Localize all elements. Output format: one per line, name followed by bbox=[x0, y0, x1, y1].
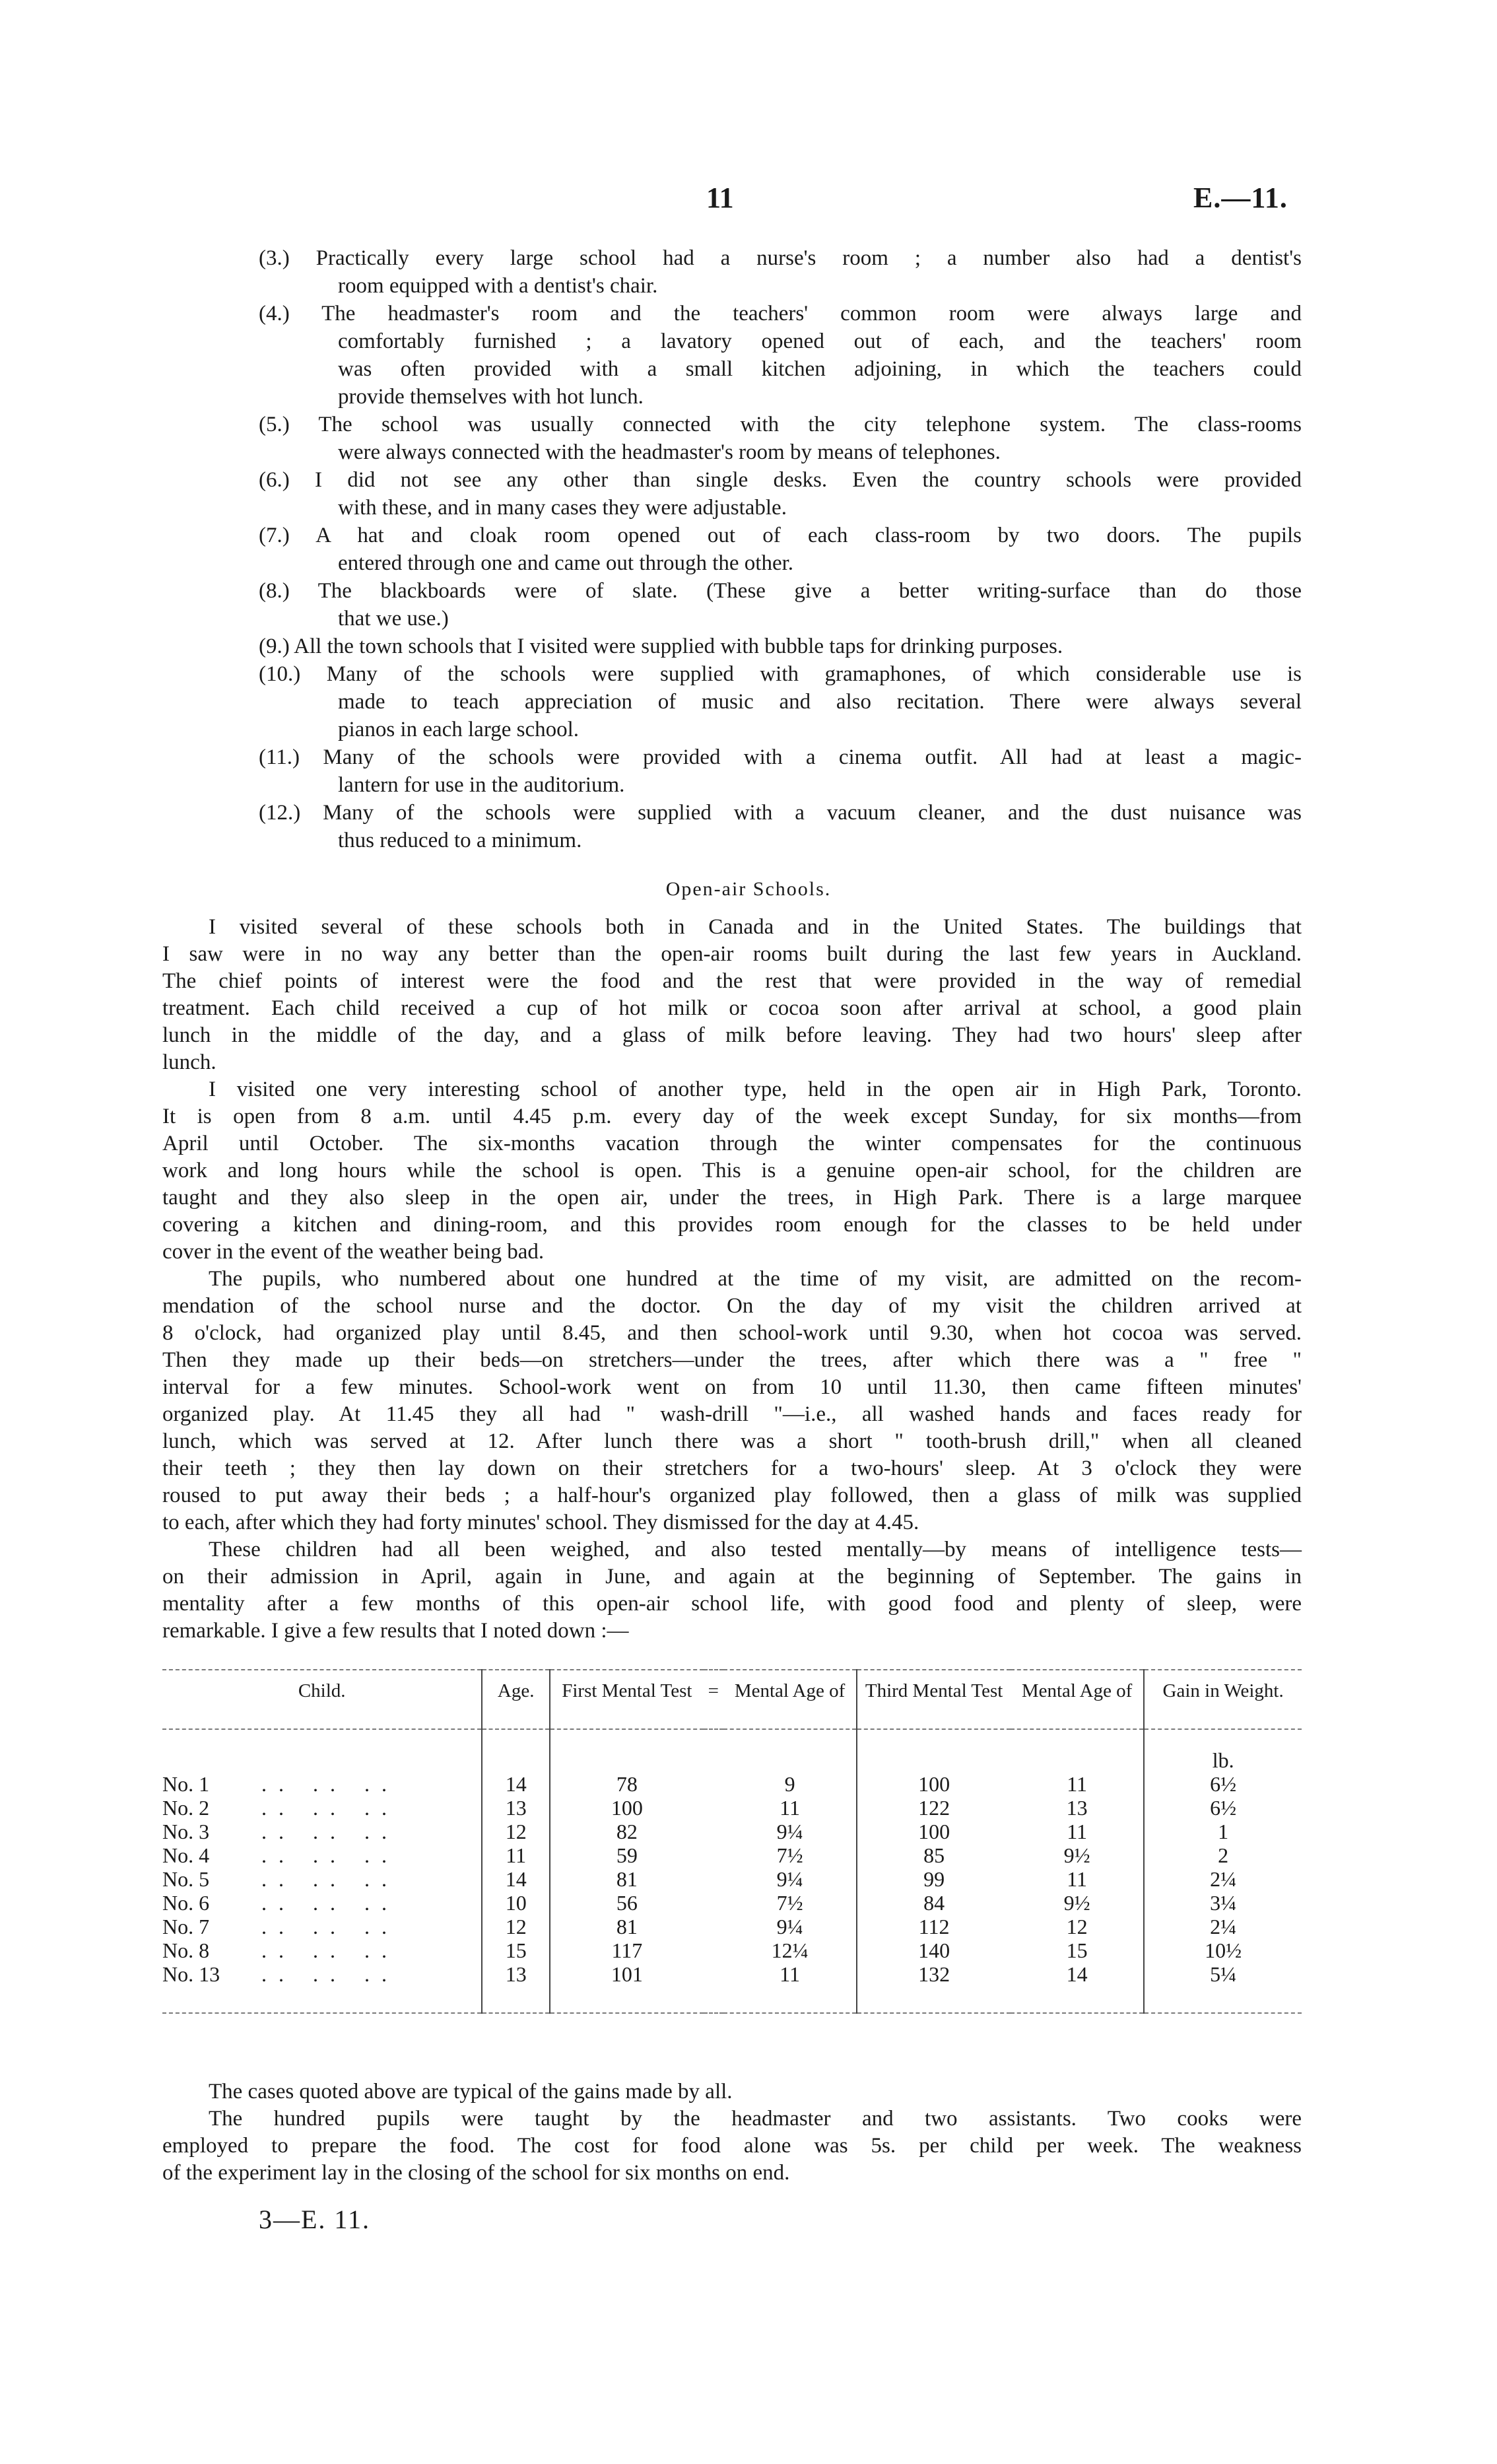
item-continuation-line: that we use.) bbox=[338, 607, 449, 631]
item-first-line bbox=[259, 577, 1302, 605]
third-test-cell: 85 bbox=[857, 1843, 1011, 1867]
leader-dots: .. .. .. bbox=[261, 1867, 399, 1891]
paragraph bbox=[162, 1266, 1302, 1536]
item-first-line bbox=[259, 633, 1302, 660]
third-test-cell: 100 bbox=[857, 1820, 1011, 1843]
paragraph-line: Then they made up their beds—on stretchers—under the trees, after which there was a " free " bbox=[162, 1348, 1302, 1372]
child-cell bbox=[162, 1820, 482, 1843]
item-text: A hat and cloak room opened out of each class-room by two doors. The pupils bbox=[316, 524, 1302, 547]
age-cell: 13 bbox=[482, 1962, 550, 2013]
mental-age-1-cell: 9¼ bbox=[776, 1820, 803, 1843]
item-continuation-line: comfortably furnished ; a lavatory opened out of each, and the teachers' room bbox=[338, 329, 1302, 353]
paragraph-line: I saw were in no way any better than the open-air rooms built during the last few years in Auckland. bbox=[162, 942, 1302, 966]
section-title: Open-air Schools. bbox=[665, 878, 832, 900]
item-text: The headmaster's room and the teachers' common room were always large and bbox=[321, 302, 1302, 325]
paragraph bbox=[162, 1536, 1302, 1645]
eq-cell bbox=[704, 1891, 723, 1915]
mental-age-2-cell: 15 bbox=[1066, 1938, 1088, 1962]
eq-cell bbox=[704, 1820, 723, 1843]
item-continuation-line: were always connected with the headmaster's room by means of telephones. bbox=[338, 440, 1001, 464]
col-age-header: Age. bbox=[482, 1670, 550, 1729]
item-number: (7.) bbox=[259, 524, 290, 547]
item-continuation-line: entered through one and came out through the other. bbox=[338, 551, 794, 575]
child-cell bbox=[162, 1843, 482, 1867]
table-row bbox=[162, 1867, 1302, 1891]
list-item bbox=[259, 300, 1302, 411]
item-first-line bbox=[259, 466, 1302, 494]
item-first-line bbox=[259, 743, 1302, 771]
closing-line: of the experiment lay in the closing of the school for six months on end. bbox=[162, 2161, 790, 2185]
child-cell bbox=[162, 1962, 482, 2013]
child-label: No. 1 bbox=[162, 1772, 210, 1796]
child-cell bbox=[162, 1891, 482, 1915]
col-mental-age-1-header: Mental Age of bbox=[734, 1680, 846, 1701]
list-item bbox=[259, 522, 1302, 577]
item-number: (6.) bbox=[259, 468, 290, 492]
age-cell: 10 bbox=[482, 1891, 550, 1915]
closing-paragraph bbox=[162, 2105, 1302, 2187]
paragraph-line: mentality after a few months of this open-air school life, with good food and plenty of sleep, were bbox=[162, 1592, 1302, 1616]
results-table-wrap bbox=[162, 1669, 1302, 2014]
results-table bbox=[162, 1669, 1302, 2014]
item-number: (5.) bbox=[259, 413, 290, 436]
list-item bbox=[259, 799, 1302, 854]
table-header-row bbox=[162, 1670, 1302, 1729]
item-first-line bbox=[259, 244, 1302, 272]
first-test-cell: 100 bbox=[550, 1796, 704, 1820]
age-cell: 11 bbox=[482, 1843, 550, 1867]
first-test-cell: 78 bbox=[550, 1772, 704, 1796]
child-label: No. 13 bbox=[162, 1962, 220, 1986]
mental-age-2-cell: 13 bbox=[1066, 1796, 1088, 1820]
item-number: (8.) bbox=[259, 579, 290, 603]
item-text: I did not see any other than single desks. Even the country schools were provided bbox=[315, 468, 1302, 492]
item-number: (3.) bbox=[259, 246, 290, 270]
mental-age-2-cell: 14 bbox=[1066, 1962, 1088, 1986]
item-text: The school was usually connected with the city telephone system. The class-rooms bbox=[318, 413, 1302, 436]
age-cell: 13 bbox=[482, 1796, 550, 1820]
leader-dots: .. .. .. bbox=[261, 1772, 399, 1796]
mental-age-2-cell: 9½ bbox=[1063, 1843, 1090, 1867]
child-label: No. 5 bbox=[162, 1867, 210, 1891]
item-continuation-line: room equipped with a dentist's chair. bbox=[338, 274, 658, 298]
gain-cell: 1 bbox=[1144, 1820, 1302, 1843]
paragraph-line: lunch, which was served at 12. After lunch there was a short " tooth-brush drill," when all cleaned bbox=[162, 1429, 1302, 1453]
item-continuation-line: provide themselves with hot lunch. bbox=[338, 385, 644, 409]
paragraph-line: lunch. bbox=[162, 1050, 216, 1074]
list-item bbox=[259, 633, 1302, 660]
item-continuation-line: was often provided with a small kitchen adjoining, in which the teachers could bbox=[338, 357, 1302, 381]
item-first-line bbox=[259, 799, 1302, 827]
gain-cell: 6½ bbox=[1144, 1796, 1302, 1820]
list-item bbox=[259, 743, 1302, 799]
child-label: No. 2 bbox=[162, 1796, 210, 1820]
age-cell: 12 bbox=[482, 1820, 550, 1843]
closing-paragraph bbox=[162, 2078, 1302, 2105]
child-label: No. 7 bbox=[162, 1915, 210, 1938]
mental-age-2-cell: 9½ bbox=[1063, 1891, 1090, 1915]
col-first-test-header: First Mental Test bbox=[550, 1670, 704, 1729]
table-row bbox=[162, 1820, 1302, 1843]
list-item bbox=[259, 577, 1302, 633]
paragraph-line: roused to put away their beds ; a half-hour's organized play followed, then a glass of milk was supplied bbox=[162, 1484, 1302, 1507]
child-cell bbox=[162, 1915, 482, 1938]
closing-line: The hundred pupils were taught by the headmaster and two assistants. Two cooks were bbox=[209, 2107, 1302, 2131]
child-cell bbox=[162, 1938, 482, 1962]
table-row bbox=[162, 1843, 1302, 1867]
item-number: (9.) bbox=[259, 634, 290, 658]
table-row bbox=[162, 1796, 1302, 1820]
mental-age-2-cell: 11 bbox=[1067, 1772, 1087, 1796]
item-continuation-line: lantern for use in the auditorium. bbox=[338, 773, 625, 797]
age-cell: 15 bbox=[482, 1938, 550, 1962]
item-continuation-line: thus reduced to a minimum. bbox=[338, 829, 582, 852]
third-test-cell: 99 bbox=[857, 1867, 1011, 1891]
mental-age-1-cell: 11 bbox=[780, 1962, 800, 1986]
document-code: E.—11. bbox=[1193, 182, 1288, 214]
list-item bbox=[259, 466, 1302, 522]
mental-age-1-cell: 7½ bbox=[776, 1891, 803, 1915]
paragraph-line: taught and they also sleep in the open air, under the trees, in High Park. There is a large marquee bbox=[162, 1186, 1302, 1210]
mental-age-1-cell: 11 bbox=[780, 1796, 800, 1820]
child-label: No. 3 bbox=[162, 1820, 210, 1843]
col-third-test-header: Third Mental Test bbox=[857, 1670, 1011, 1729]
eq-cell bbox=[704, 1772, 723, 1796]
paragraph-line: remarkable. I give a few results that I noted down :— bbox=[162, 1619, 629, 1643]
item-number: (11.) bbox=[259, 745, 300, 769]
paragraph-line: It is open from 8 a.m. until 4.45 p.m. every day of the week except Sunday, for six months—from bbox=[162, 1105, 1302, 1128]
paragraph-line: cover in the event of the weather being bad. bbox=[162, 1240, 545, 1264]
first-test-cell: 117 bbox=[550, 1938, 704, 1962]
first-test-cell: 82 bbox=[550, 1820, 704, 1843]
paragraph-line: treatment. Each child received a cup of hot milk or cocoa soon after arrival at school, a good plain bbox=[162, 996, 1302, 1020]
paragraph-line: on their admission in April, again in June, and again at the beginning of September. The gains in bbox=[162, 1565, 1302, 1589]
child-label: No. 4 bbox=[162, 1843, 210, 1867]
leader-dots: .. .. .. bbox=[261, 1938, 399, 1962]
mental-age-1-cell: 9¼ bbox=[776, 1867, 803, 1891]
paragraph bbox=[162, 1076, 1302, 1266]
table-row bbox=[162, 1962, 1302, 2013]
eq-cell bbox=[704, 1938, 723, 1962]
table-row bbox=[162, 1891, 1302, 1915]
paragraph-line: I visited several of these schools both in Canada and in the United States. The buildings that bbox=[209, 915, 1302, 939]
numbered-list bbox=[259, 244, 1302, 854]
item-continuation-line: made to teach appreciation of music and also recitation. There were always several bbox=[338, 690, 1302, 714]
mental-age-1-cell: 9 bbox=[784, 1772, 795, 1796]
page-number: 11 bbox=[706, 182, 734, 214]
list-item bbox=[259, 244, 1302, 300]
gain-cell: 10½ bbox=[1144, 1938, 1302, 1962]
first-test-cell: 59 bbox=[550, 1843, 704, 1867]
eq-cell bbox=[704, 1867, 723, 1891]
paragraph-line: their teeth ; they then lay down on their stretchers for a two-hours' sleep. At 3 o'clock they were bbox=[162, 1456, 1302, 1480]
age-cell: 14 bbox=[482, 1867, 550, 1891]
child-cell bbox=[162, 1796, 482, 1820]
paragraph bbox=[162, 914, 1302, 1076]
mental-age-2-cell: 12 bbox=[1066, 1915, 1088, 1938]
mental-age-2-cell: 11 bbox=[1067, 1820, 1087, 1843]
item-text: All the town schools that I visited were supplied with bubble taps for drinking purposes. bbox=[294, 634, 1063, 658]
paragraph-line: The pupils, who numbered about one hundred at the time of my visit, are admitted on the recom- bbox=[209, 1267, 1302, 1291]
child-cell bbox=[162, 1772, 482, 1796]
item-text: Many of the schools were supplied with a vacuum cleaner, and the dust nuisance was bbox=[323, 801, 1302, 825]
gain-cell: 2 bbox=[1144, 1843, 1302, 1867]
item-number: (10.) bbox=[259, 662, 301, 686]
col-gain-header: Gain in Weight. bbox=[1144, 1670, 1302, 1729]
item-number: (12.) bbox=[259, 801, 301, 825]
unit-row bbox=[162, 1729, 1302, 1772]
body-text bbox=[162, 914, 1302, 1645]
page-header bbox=[0, 181, 1497, 221]
third-test-cell: 122 bbox=[857, 1796, 1011, 1820]
paragraph-line: lunch in the middle of the day, and a glass of milk before leaving. They had two hours' sleep after bbox=[162, 1023, 1302, 1047]
item-text: The blackboards were of slate. (These give a better writing-surface than do those bbox=[317, 579, 1302, 603]
paragraph-line: April until October. The six-months vacation through the winter compensates for the continuous bbox=[162, 1132, 1302, 1155]
paragraph-line: organized play. At 11.45 they all had " wash-drill "—i.e., all washed hands and faces ready for bbox=[162, 1402, 1302, 1426]
item-continuation-line: pianos in each large school. bbox=[338, 718, 580, 741]
age-cell: 14 bbox=[482, 1772, 550, 1796]
first-test-cell: 81 bbox=[550, 1915, 704, 1938]
age-cell: 12 bbox=[482, 1915, 550, 1938]
paragraph-line: interval for a few minutes. School-work went on from 10 until 11.30, then came fifteen minutes' bbox=[162, 1375, 1302, 1399]
table-row bbox=[162, 1915, 1302, 1938]
eq-cell bbox=[704, 1843, 723, 1867]
footer-code: 3—E. 11. bbox=[259, 2205, 370, 2234]
third-test-cell: 100 bbox=[857, 1772, 1011, 1796]
third-test-cell: 84 bbox=[857, 1891, 1011, 1915]
leader-dots: .. .. .. bbox=[261, 1820, 399, 1843]
leader-dots: .. .. .. bbox=[261, 1843, 399, 1867]
eq-cell bbox=[704, 1796, 723, 1820]
gain-cell: 5¼ bbox=[1144, 1962, 1302, 2013]
col-mental-age-2-header: Mental Age of bbox=[1021, 1680, 1133, 1701]
third-test-cell: 132 bbox=[857, 1962, 1011, 2013]
paragraph-line: work and long hours while the school is open. This is a genuine open-air school, for the children are bbox=[162, 1159, 1302, 1182]
closing-line: employed to prepare the food. The cost for food alone was 5s. per child per week. The weakness bbox=[162, 2134, 1302, 2158]
paragraph-line: These children had all been weighed, and also tested mentally—by means of intelligence tests— bbox=[209, 1538, 1302, 1561]
list-item bbox=[259, 411, 1302, 466]
eq-cell bbox=[704, 1915, 723, 1938]
col-child-header: Child. bbox=[298, 1680, 346, 1701]
unit-label: lb. bbox=[1144, 1729, 1302, 1772]
paragraph-line: covering a kitchen and dining-room, and this provides room enough for the classes to be held under bbox=[162, 1213, 1302, 1237]
item-number: (4.) bbox=[259, 302, 290, 325]
item-continuation-line: with these, and in many cases they were adjustable. bbox=[338, 496, 787, 520]
gain-cell: 6½ bbox=[1144, 1772, 1302, 1796]
first-test-cell: 101 bbox=[550, 1962, 704, 2013]
item-first-line bbox=[259, 300, 1302, 327]
mental-age-1-cell: 9¼ bbox=[776, 1915, 803, 1938]
closing-text bbox=[162, 2078, 1302, 2187]
third-test-cell: 112 bbox=[857, 1915, 1011, 1938]
mental-age-1-cell: 7½ bbox=[776, 1843, 803, 1867]
item-first-line bbox=[259, 411, 1302, 438]
item-first-line bbox=[259, 660, 1302, 688]
equals-sign: = bbox=[708, 1680, 719, 1701]
paragraph-line: The chief points of interest were the food and the rest that were provided in the way of remedial bbox=[162, 969, 1302, 993]
closing-line: The cases quoted above are typical of the gains made by all. bbox=[209, 2080, 733, 2104]
gain-cell: 2¼ bbox=[1144, 1867, 1302, 1891]
paragraph-line: 8 o'clock, had organized play until 8.45, and then school-work until 9.30, when hot cocoa was served. bbox=[162, 1321, 1302, 1345]
item-text: Practically every large school had a nurse's room ; a number also had a dentist's bbox=[316, 246, 1302, 270]
mental-age-2-cell: 11 bbox=[1067, 1867, 1087, 1891]
paragraph-line: mendation of the school nurse and the doctor. On the day of my visit the children arrived at bbox=[162, 1294, 1302, 1318]
list-item bbox=[259, 660, 1302, 743]
table-body bbox=[162, 1729, 1302, 2013]
paragraph-line: I visited one very interesting school of another type, held in the open air in High Park, Toronto. bbox=[209, 1078, 1302, 1101]
child-label: No. 6 bbox=[162, 1891, 210, 1915]
eq-cell bbox=[704, 1962, 723, 2013]
item-text: Many of the schools were supplied with gramaphones, of which considerable use is bbox=[326, 662, 1302, 686]
paragraph-line: to each, after which they had forty minutes' school. They dismissed for the day at 4.45. bbox=[162, 1511, 919, 1534]
mental-age-1-cell: 12¼ bbox=[771, 1938, 809, 1962]
gain-cell: 2¼ bbox=[1144, 1915, 1302, 1938]
child-label: No. 8 bbox=[162, 1938, 210, 1962]
first-test-cell: 81 bbox=[550, 1867, 704, 1891]
child-cell bbox=[162, 1867, 482, 1891]
leader-dots: .. .. .. bbox=[261, 1891, 399, 1915]
leader-dots: .. .. .. bbox=[261, 1915, 399, 1938]
leader-dots: .. .. .. bbox=[261, 1962, 399, 1986]
table-row bbox=[162, 1938, 1302, 1962]
leader-dots: .. .. .. bbox=[261, 1796, 399, 1820]
item-first-line bbox=[259, 522, 1302, 549]
item-text: Many of the schools were provided with a cinema outfit. All had at least a magic- bbox=[323, 745, 1302, 769]
table-row bbox=[162, 1772, 1302, 1796]
gain-cell: 3¼ bbox=[1144, 1891, 1302, 1915]
first-test-cell: 56 bbox=[550, 1891, 704, 1915]
third-test-cell: 140 bbox=[857, 1938, 1011, 1962]
